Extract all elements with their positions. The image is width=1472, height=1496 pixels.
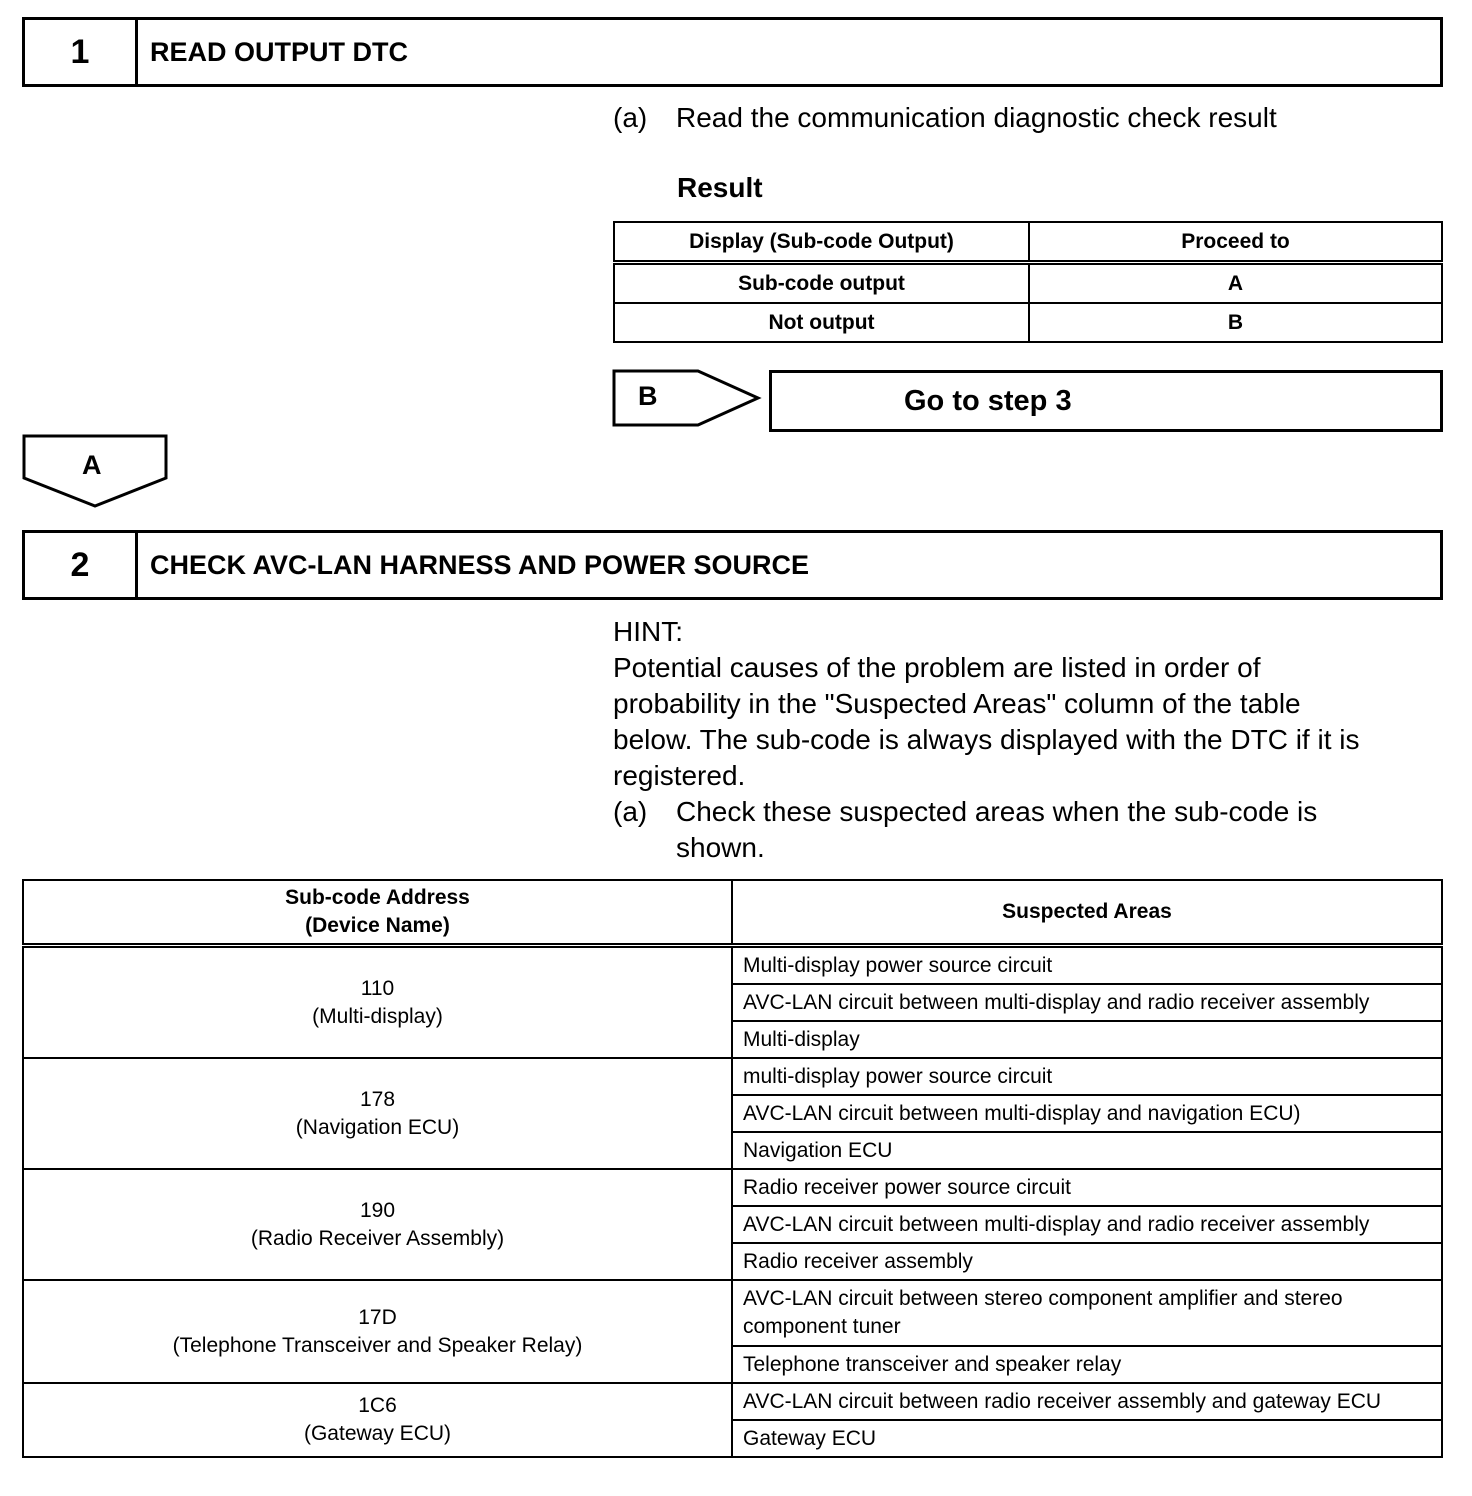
- step-2-instruction-text: [676, 794, 1317, 866]
- step-2-instruction-line: Check these suspected areas when the sub-code is: [676, 796, 1318, 827]
- step-1-header: [22, 17, 1443, 87]
- sub-code: 1C6: [358, 1394, 397, 1417]
- table-row: [23, 1280, 1442, 1346]
- result-heading: Result: [677, 172, 763, 203]
- header-sub-code-address: [23, 880, 732, 946]
- device-name: (Gateway ECU): [303, 1422, 452, 1445]
- step-2-header: [22, 530, 1443, 600]
- device-name: (Telephone Transceiver and Speaker Relay): [172, 1333, 583, 1357]
- device-name: (Navigation ECU): [295, 1115, 460, 1139]
- step-1-instruction-label: (a): [613, 102, 648, 133]
- hint-label: HINT:: [613, 616, 683, 647]
- step-2-instruction-line: shown.: [676, 832, 765, 863]
- result-header-proceed: Proceed to: [1029, 222, 1442, 263]
- table-row: [23, 1058, 1442, 1095]
- table-row: [23, 946, 1442, 985]
- step-2-instruction-label: (a): [613, 796, 648, 827]
- step-2-title: CHECK AVC-LAN HARNESS AND POWER SOURCE: [150, 549, 810, 580]
- table-row: [23, 1169, 1442, 1206]
- hint-block: [613, 614, 1453, 866]
- suspected-area: Multi-display power source circuit: [732, 946, 1442, 985]
- sub-code-cell: [23, 1280, 732, 1383]
- step-2-instruction: [613, 794, 1453, 866]
- suspected-area: AVC-LAN circuit between stereo component amplifier and stereo component tuner: [732, 1280, 1442, 1346]
- suspected-area: AVC-LAN circuit between radio receiver assembly and gateway ECU: [732, 1383, 1442, 1420]
- device-name: (Multi-display): [312, 1004, 443, 1028]
- step-1-title: READ OUTPUT DTC: [150, 36, 408, 67]
- sub-code: 110: [360, 976, 395, 1000]
- result-table: [613, 221, 1443, 343]
- suspected-area: AVC-LAN circuit between multi-display and radio receiver assembly: [732, 984, 1442, 1021]
- result-cell-display: Not output: [614, 303, 1029, 342]
- header-address-line: Sub-code Address: [285, 886, 470, 909]
- suspected-area: AVC-LAN circuit between multi-display and navigation ECU): [732, 1095, 1442, 1132]
- branch-b-label: B: [638, 381, 658, 411]
- sub-code: 178: [359, 1087, 396, 1111]
- step-1-number: 1: [25, 20, 138, 84]
- suspected-area: Gateway ECU: [732, 1420, 1442, 1457]
- suspected-areas-table: [22, 879, 1443, 1458]
- hint-line: Potential causes of the problem are listed in order of: [613, 652, 1261, 683]
- hint-line: below. The sub-code is always displayed with the DTC if it is: [613, 724, 1360, 755]
- areas-table-header: [23, 880, 1442, 946]
- suspected-area: Navigation ECU: [732, 1132, 1442, 1169]
- suspected-area: AVC-LAN circuit between multi-display and radio receiver assembly: [732, 1206, 1442, 1243]
- device-name: (Radio Receiver Assembly): [250, 1226, 505, 1250]
- suspected-area: Radio receiver power source circuit: [732, 1169, 1442, 1206]
- sub-code-cell: [23, 1383, 732, 1457]
- step-1-instruction: [613, 100, 1443, 136]
- suspected-area: Telephone transceiver and speaker relay: [732, 1346, 1442, 1383]
- table-row: [23, 1383, 1442, 1420]
- result-cell-display: Sub-code output: [614, 263, 1029, 304]
- suspected-area: multi-display power source circuit: [732, 1058, 1442, 1095]
- result-table-header: [614, 222, 1442, 263]
- sub-code: 190: [359, 1198, 396, 1222]
- suspected-area: Multi-display: [732, 1021, 1442, 1058]
- step-2-number: 2: [25, 533, 138, 597]
- branch-a-label: A: [82, 450, 102, 480]
- sub-code-cell: [23, 946, 732, 1059]
- hint-line: probability in the "Suspected Areas" column of the table: [613, 688, 1301, 719]
- table-row: [614, 303, 1442, 342]
- go-to-step-3-box: [769, 370, 1443, 432]
- result-cell-proceed: B: [1029, 303, 1442, 342]
- step-1-instruction-text: Read the communication diagnostic check result: [676, 102, 1277, 133]
- sub-code-cell: [23, 1058, 732, 1169]
- suspected-area: Radio receiver assembly: [732, 1243, 1442, 1280]
- sub-code-cell: [23, 1169, 732, 1280]
- result-cell-proceed: A: [1029, 263, 1442, 304]
- sub-code: 17D: [358, 1305, 397, 1329]
- header-suspected-areas: Suspected Areas: [732, 880, 1442, 946]
- hint-line: registered.: [613, 760, 746, 791]
- table-row: [614, 263, 1442, 304]
- branch-b-arrow-icon: [612, 369, 762, 427]
- header-address-line: (Device Name): [305, 914, 450, 937]
- result-header-display: Display (Sub-code Output): [614, 222, 1029, 263]
- go-to-step-3-text: Go to step 3: [904, 384, 1072, 417]
